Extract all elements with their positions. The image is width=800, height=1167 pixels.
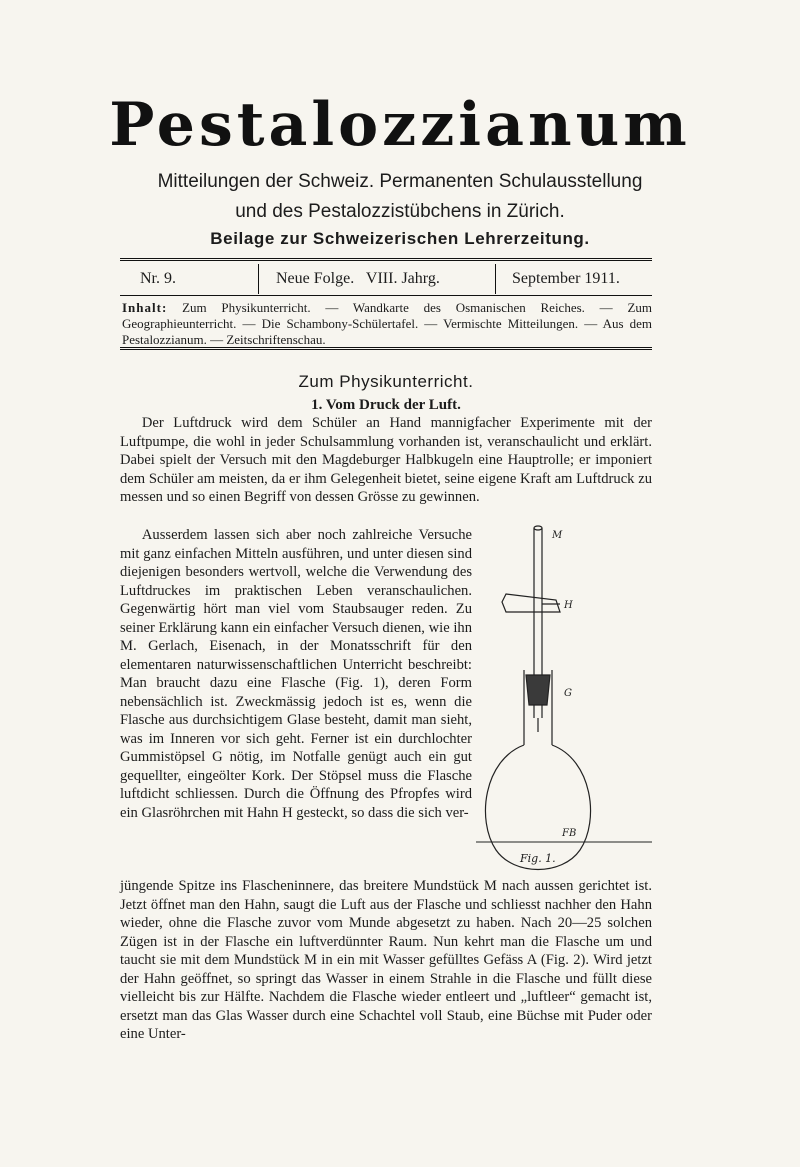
- paragraph-3: jüngende Spitze ins Flascheninnere, das breitere Mundstück M nach aussen gerichtet ist. Jetzt öffnet man den Hahn, saugt die Luft aus der Flasche und schliesst nachher den Hahn wieder, ohne die Flasche zuvor vom Munde abgesetzt zu haben. Nach 20—25 solchen Zügen ist in der Flasche ein luftverdünnter Raum. Nun kehrt man die Flasche um und taucht sie mit dem Mundstück M in ein mit Wasser gefülltes Gefäss A (Fig. 2). Wird jetzt der Hahn geöffnet, so springt das Wasser in einem Strahle in die Flasche und füllt diese vielleicht bis zur Hälfte. Nachdem die Flasche wieder entleert und „luftleer“ gemacht ist, ersetzt man das Glas Wasser durch eine Schachtel voll Staub, eine Büchse mit Puder oder eine Unter-: [120, 878, 652, 1042]
- table-of-contents: [122, 300, 652, 348]
- issue-number: Nr. 9.: [140, 270, 176, 287]
- flask-bulb: [485, 745, 590, 870]
- contents-bottom-rule: [120, 347, 652, 350]
- rubber-stopper: [526, 675, 550, 705]
- mouthpiece: [534, 526, 542, 530]
- masthead: [90, 85, 710, 249]
- contents-label: Inhalt:: [122, 300, 168, 315]
- issue-divider-2: [495, 264, 496, 294]
- journal-title: Pestalozzianum: [109, 90, 691, 160]
- label-h: H: [564, 600, 573, 611]
- label-g: G: [564, 688, 572, 699]
- article-title: Zum Physikunterricht.: [298, 372, 474, 391]
- paragraph-1: Der Luftdruck wird dem Schüler an Hand mannigfacher Experimente mit der Luftpumpe, die wohl in jeder Schulsammlung vorhanden ist, veranschaulicht und erklärt. Dabei spielt der Versuch mit den Magdeburger Halbkugeln eine Hauptrolle; er imponiert dem Schüler am meisten, da er ihm Gelegenheit bietet, seine eigene Kraft am Luftdruck zu messen und so einen Begriff von dessen Grösse zu gewinnen.: [120, 415, 652, 505]
- contents-text: Zum Physikunterricht. — Wandkarte des Osmanischen Reiches. — Zum Geographieunterricht. — Die Schambony-Schülertafel. — Vermischte Mitteilungen. — Aus dem Pestalozzianum. — Zeitschriftenschau.: [122, 300, 652, 347]
- stopcock-hahn: [502, 594, 560, 612]
- figure-1-flask-diagram: [476, 520, 656, 880]
- journal-subtitle-line-2: und des Pestalozzistübchens in Zürich.: [235, 201, 565, 222]
- figure-caption: Fig. 1.: [520, 852, 556, 865]
- issue-divider-1: [258, 264, 259, 294]
- label-fb: FB: [562, 828, 577, 839]
- issue-date: September 1911.: [512, 270, 620, 287]
- journal-subtitle-line-1: Mitteilungen der Schweiz. Permanenten Schulausstellung: [157, 171, 643, 192]
- issue-series: Neue Folge. VIII. Jahrg.: [276, 270, 440, 287]
- issue-bottom-rule: [120, 295, 652, 296]
- article-subtitle: 1. Vom Druck der Luft.: [311, 397, 461, 413]
- issue-top-rule: [120, 258, 652, 261]
- paragraph-2: Ausserdem lassen sich aber noch zahlreiche Versuche mit ganz einfachen Mitteln ausführen, und unter diesen sind diejenigen besonders wertvoll, welche die Verwendung des Luftdruckes im praktischen Leben veranschaulichen. Gegenwärtig hört man viel vom Staubsauger reden. Zu seiner Erklärung kann ein einfacher Versuch dienen, wie ihn M. Gerlach, Eisenach, in der Monatsschrift für den elementaren naturwissenschaftlichen Unterricht beschreibt: Man braucht dazu eine Flasche (Fig. 1), deren Form nebensächlich ist. Zweckmässig jedoch ist es, wenn die Flasche aus durchsichtigem Glase besteht, damit man sieht, was im Inneren vor sich geht. Ferner ist ein durchlochter Gummistöpsel G nötig, im Notfalle genügt auch ein gut gequellter, eingeölter Kork. Der Stöpsel muss die Flasche luftdicht schliessen. Durch die Öffnung des Pfropfes wird ein Glasröhrchen mit Hahn H gesteckt, so dass die sich ver-: [120, 527, 472, 821]
- label-m: M: [552, 530, 563, 541]
- issue-info-bar: [120, 264, 652, 294]
- supplement-note: Beilage zur Schweizerischen Lehrerzeitung.: [210, 229, 590, 248]
